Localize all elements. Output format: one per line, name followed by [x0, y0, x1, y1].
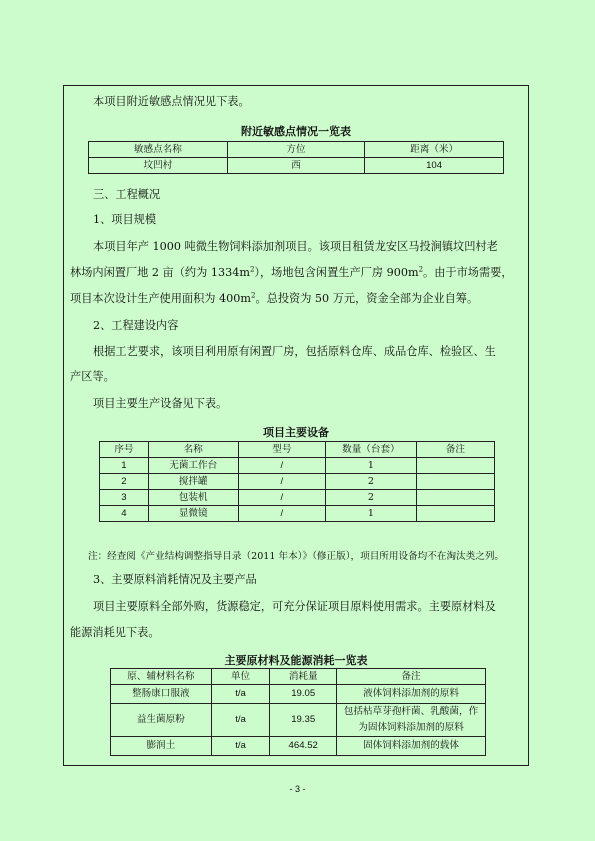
text-segment: ），场地包含闲置生产厂房 900m	[254, 266, 419, 279]
materials-table	[110, 668, 486, 756]
table-cell	[416, 506, 494, 522]
paragraph-line: 项目主要原料全部外购，货源稳定，可充分保证项目原料使用需求。主要原材料及	[93, 600, 496, 613]
table-header-cell: 备注	[337, 669, 486, 685]
table-cell: 坟凹村	[89, 158, 228, 174]
paragraph-line	[70, 292, 522, 306]
table-header-cell: 方位	[227, 142, 364, 158]
table-header-cell: 备注	[416, 442, 494, 458]
table-cell: /	[238, 474, 325, 490]
table-cell: 液体饲料添加剂的原料	[337, 685, 486, 704]
table-header-cell: 敏感点名称	[89, 142, 228, 158]
superscript: 2	[249, 265, 255, 274]
table1-title: 附近敏感点情况一览表	[241, 125, 351, 138]
table-cell: /	[238, 506, 325, 522]
table-header-cell: 名称	[148, 442, 238, 458]
subsection-heading: 1、项目规模	[93, 213, 157, 226]
page-number: - 3 -	[289, 784, 306, 794]
table-cell: 显微镜	[148, 506, 238, 522]
text-segment: 项目本次设计生产使用面积为 400m	[70, 292, 251, 305]
table-cell: t/a	[211, 704, 270, 737]
table-cell	[337, 704, 486, 737]
text-segment: 林场内闲置厂地 2 亩（约为 1334m	[70, 266, 250, 279]
superscript: 2	[418, 265, 424, 274]
paragraph-line	[70, 266, 522, 280]
equipment-table	[99, 441, 495, 522]
subsection-heading: 3、主要原料消耗情况及主要产品	[93, 573, 257, 586]
table-header-cell: 单位	[211, 669, 270, 685]
text-segment: 。总投资为 50 万元，资金全部为企业自筹。	[255, 292, 479, 305]
table-header-cell: 序号	[100, 442, 149, 458]
table-header-row	[100, 442, 495, 458]
table-header-cell: 数量（台套）	[326, 442, 417, 458]
table-cell: 19.05	[270, 685, 337, 704]
table-cell: 2	[326, 474, 417, 490]
table-header-cell: 型号	[238, 442, 325, 458]
table-row	[89, 158, 504, 174]
subsection-heading: 2、工程建设内容	[93, 319, 179, 332]
table-cell: 464.52	[270, 737, 337, 756]
table-cell: 19.35	[270, 704, 337, 737]
table-cell: /	[238, 490, 325, 506]
table-row	[100, 490, 495, 506]
table-row	[111, 704, 486, 737]
table-header-row	[111, 669, 486, 685]
paragraph-line: 能源消耗见下表。	[70, 626, 160, 639]
remark-line: 为固体饲料添加剂的原料	[358, 722, 464, 733]
table-row	[100, 506, 495, 522]
table-header-row	[89, 142, 504, 158]
table-cell: 104	[365, 158, 504, 174]
table-header-cell: 消耗量	[270, 669, 337, 685]
remark-line: 包括枯草芽孢杆菌、乳酸菌，作	[343, 706, 479, 717]
intro-text: 本项目附近敏感点情况见下表。	[93, 95, 250, 108]
table-note: 注：经查阅《产业结构调整指导目录（2011 年本）》（修正版），项目所用设备均不在淘汰类之列。	[88, 551, 505, 562]
table2-title: 项目主要设备	[263, 426, 329, 439]
table-cell: 1	[326, 506, 417, 522]
table-row	[111, 685, 486, 704]
table-cell: 益生菌原粉	[111, 704, 212, 737]
text-segment: 。由于市场需要，	[423, 266, 513, 279]
table3-title: 主要原材料及能源消耗一览表	[224, 654, 368, 667]
table-cell: 2	[326, 490, 417, 506]
superscript: 2	[250, 291, 256, 300]
table-cell: 3	[100, 490, 149, 506]
paragraph-line: 产区等。	[70, 370, 115, 383]
table-cell: /	[238, 458, 325, 474]
table-cell: 西	[227, 158, 364, 174]
table-cell	[416, 458, 494, 474]
table-cell: 搅拌罐	[148, 474, 238, 490]
table-row	[100, 458, 495, 474]
table-cell: 4	[100, 506, 149, 522]
table-cell	[416, 490, 494, 506]
paragraph-line: 本项目年产 1000 吨微生物饲料添加剂项目。该项目租赁龙安区马投涧镇坟凹村老	[93, 240, 498, 253]
table-cell: 整肠康口服液	[111, 685, 212, 704]
table-cell: t/a	[211, 737, 270, 756]
table-cell: 包装机	[148, 490, 238, 506]
table-cell: 1	[100, 458, 149, 474]
table-cell: 1	[326, 458, 417, 474]
paragraph-line: 根据工艺要求，该项目利用原有闲置厂房，包括原料仓库、成品仓库、检验区、生	[93, 345, 496, 358]
table-cell: 膨润土	[111, 737, 212, 756]
table-row	[100, 474, 495, 490]
table-cell: 固体饲料添加剂的载体	[337, 737, 486, 756]
frame-bottom-line	[63, 765, 529, 766]
table-cell: 2	[100, 474, 149, 490]
table-cell	[416, 474, 494, 490]
table-cell: t/a	[211, 685, 270, 704]
section-heading: 三、工程概况	[93, 188, 161, 201]
table-cell: 无菌工作台	[148, 458, 238, 474]
table-header-cell: 距离（米）	[365, 142, 504, 158]
table-header-cell: 原、辅材料名称	[111, 669, 212, 685]
sensitive-points-table	[88, 141, 504, 174]
table-row	[111, 737, 486, 756]
paragraph-line: 项目主要生产设备见下表。	[93, 397, 228, 410]
